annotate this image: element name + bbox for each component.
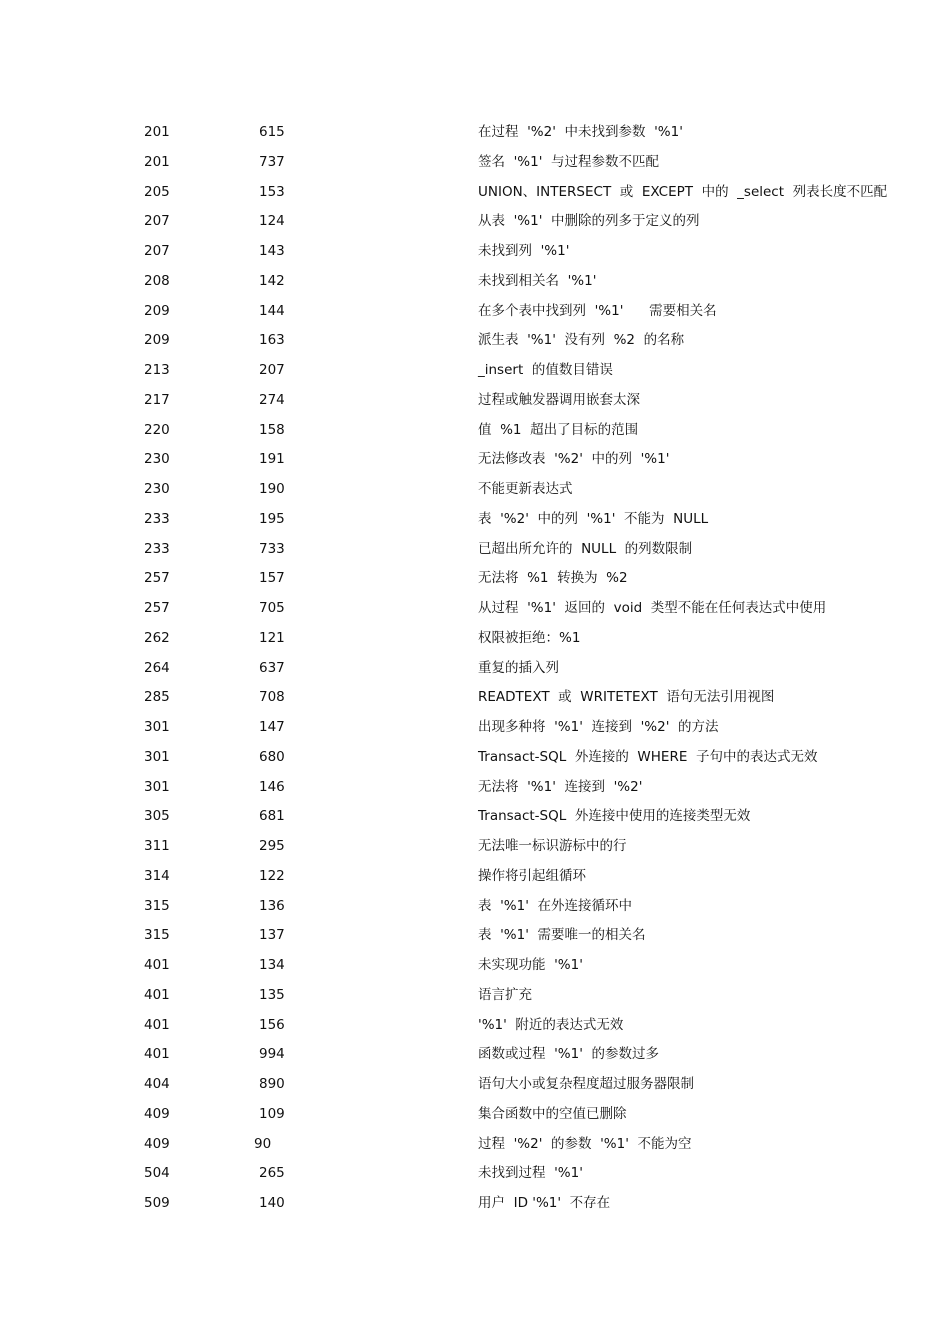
table-row <box>0 1011 950 1041</box>
sql-code: 230 <box>144 481 170 497</box>
sql-code: 301 <box>144 778 170 795</box>
table-row <box>0 445 950 475</box>
sql-code: 314 <box>144 867 170 884</box>
sql-state: 265 <box>259 1165 285 1182</box>
sql-code: 201 <box>144 124 170 140</box>
sql-state: 708 <box>259 689 285 706</box>
sql-code: 305 <box>144 808 170 825</box>
error-code-table <box>0 118 950 1249</box>
sql-code: 209 <box>144 332 170 349</box>
table-row <box>0 356 950 386</box>
table-row <box>0 178 950 208</box>
error-message: 无法唯一标识游标中的行 <box>478 838 627 854</box>
error-message: 未找到相关名 '%1' <box>478 272 597 289</box>
table-row <box>0 505 950 535</box>
error-message: 无法将 '%1' 连接到 '%2' <box>478 778 643 795</box>
error-message: 在过程 '%2' 中未找到参数 '%1' <box>478 124 683 140</box>
error-message: 无法修改表 '%2' 中的列 '%1' <box>478 451 670 468</box>
error-message: 操作将引起组循环 <box>478 867 586 884</box>
sql-state: 121 <box>259 629 285 646</box>
sql-state: 163 <box>259 332 285 349</box>
sql-state: 147 <box>259 719 285 735</box>
sql-state: 143 <box>259 243 285 259</box>
sql-code: 285 <box>144 689 170 706</box>
error-message: 表 '%1' 需要唯一的相关名 <box>478 927 646 944</box>
sql-state: 136 <box>259 897 285 914</box>
table-row <box>0 654 950 684</box>
table-row <box>0 267 950 297</box>
table-row <box>0 951 950 981</box>
table-row <box>0 207 950 237</box>
sql-state: 890 <box>259 1076 285 1092</box>
sql-state: 135 <box>259 986 285 1003</box>
table-row <box>0 892 950 922</box>
error-message: 用户 ID '%1' 不存在 <box>478 1195 611 1211</box>
sql-code: 409 <box>144 1105 170 1122</box>
sql-state: 207 <box>259 362 285 378</box>
error-message: 签名 '%1' 与过程参数不匹配 <box>478 153 660 170</box>
error-message: 出现多种将 '%1' 连接到 '%2' 的方法 <box>478 719 719 735</box>
sql-state: 195 <box>259 510 285 527</box>
sql-code: 217 <box>144 391 170 408</box>
sql-state: 681 <box>259 808 285 825</box>
table-row <box>0 297 950 327</box>
sql-code: 209 <box>144 302 170 319</box>
error-message: 集合函数中的空值已删除 <box>478 1105 627 1122</box>
error-message: 语言扩充 <box>478 986 532 1003</box>
table-row <box>0 118 950 148</box>
sql-code: 208 <box>144 272 170 289</box>
sql-code: 315 <box>144 897 170 914</box>
table-row <box>0 535 950 565</box>
table-row <box>0 1070 950 1100</box>
table-row <box>0 683 950 713</box>
table-row <box>0 1100 950 1130</box>
sql-code: 262 <box>144 629 170 646</box>
error-message: Transact-SQL 外连接中使用的连接类型无效 <box>478 808 751 825</box>
table-row <box>0 1040 950 1070</box>
error-message: 未找到列 '%1' <box>478 243 570 259</box>
error-message: 过程 '%2' 的参数 '%1' 不能为空 <box>478 1135 692 1152</box>
sql-code: 311 <box>144 838 170 854</box>
error-message: _insert 的值数目错误 <box>478 362 613 378</box>
sql-state: 157 <box>259 570 285 587</box>
sql-code: 213 <box>144 362 170 378</box>
sql-code: 404 <box>144 1076 170 1092</box>
table-row <box>0 564 950 594</box>
error-message: '%1' 附近的表达式无效 <box>478 1016 624 1033</box>
sql-code: 264 <box>144 659 170 676</box>
error-message: 已超出所允许的 NULL 的列数限制 <box>478 540 693 557</box>
sql-state: 737 <box>259 153 285 170</box>
table-row <box>0 921 950 951</box>
sql-code: 207 <box>144 243 170 259</box>
sql-state: 190 <box>259 481 285 497</box>
error-message: 语句大小或复杂程度超过服务器限制 <box>478 1076 694 1092</box>
table-row <box>0 1130 950 1160</box>
sql-code: 401 <box>144 986 170 1003</box>
sql-state: 637 <box>259 659 285 676</box>
sql-state: 156 <box>259 1016 285 1033</box>
table-row <box>0 981 950 1011</box>
error-message: 值 %1 超出了目标的范围 <box>478 421 639 438</box>
sql-code: 401 <box>144 957 170 973</box>
sql-state: 146 <box>259 778 285 795</box>
table-row <box>0 743 950 773</box>
sql-code: 205 <box>144 183 170 200</box>
sql-code: 409 <box>144 1135 170 1152</box>
table-row <box>0 862 950 892</box>
sql-code: 207 <box>144 213 170 230</box>
sql-code: 257 <box>144 570 170 587</box>
error-message: 表 '%1' 在外连接循环中 <box>478 897 633 914</box>
sql-state: 994 <box>259 1046 285 1063</box>
sql-state: 274 <box>259 391 285 408</box>
sql-state: 191 <box>259 451 285 468</box>
sql-code: 230 <box>144 451 170 468</box>
table-row <box>0 1219 950 1249</box>
sql-code: 301 <box>144 719 170 735</box>
table-row <box>0 713 950 743</box>
sql-code: 401 <box>144 1016 170 1033</box>
error-message: Transact-SQL 外连接的 WHERE 子句中的表达式无效 <box>478 748 818 765</box>
sql-state: 122 <box>259 867 285 884</box>
table-row <box>0 773 950 803</box>
error-message: 派生表 '%1' 没有列 %2 的名称 <box>478 332 685 349</box>
table-row <box>0 416 950 446</box>
sql-code: 220 <box>144 421 170 438</box>
sql-code: 233 <box>144 540 170 557</box>
error-message: 过程或触发器调用嵌套太深 <box>478 391 640 408</box>
sql-code: 233 <box>144 510 170 527</box>
error-message: 权限被拒绝：%1 <box>478 629 581 646</box>
sql-state: 90 <box>254 1135 272 1152</box>
table-row <box>0 624 950 654</box>
error-message: 未实现功能 '%1' <box>478 957 583 973</box>
sql-state: 109 <box>259 1105 285 1122</box>
table-row <box>0 832 950 862</box>
sql-state: 134 <box>259 957 285 973</box>
sql-state: 153 <box>259 183 285 200</box>
sql-state: 137 <box>259 927 285 944</box>
sql-state: 158 <box>259 421 285 438</box>
table-row <box>0 326 950 356</box>
table-row <box>0 148 950 178</box>
error-message: 无法将 %1 转换为 %2 <box>478 570 628 587</box>
table-row <box>0 475 950 505</box>
sql-code: 201 <box>144 153 170 170</box>
error-message: 从过程 '%1' 返回的 void 类型不能在任何表达式中使用 <box>478 600 827 616</box>
sql-state: 295 <box>259 838 285 854</box>
error-message: 从表 '%1' 中删除的列多于定义的列 <box>478 213 700 230</box>
table-row <box>0 802 950 832</box>
error-message: 在多个表中找到列 '%1' 需要相关名 <box>478 302 717 319</box>
error-message: 未找到过程 '%1' <box>478 1165 583 1182</box>
error-message: 重复的插入列 <box>478 659 559 676</box>
table-row <box>0 386 950 416</box>
table-row <box>0 594 950 624</box>
table-row <box>0 1189 950 1219</box>
error-message: 不能更新表达式 <box>478 481 573 497</box>
error-message: 函数或过程 '%1' 的参数过多 <box>478 1046 660 1063</box>
error-message: UNION、INTERSECT 或 EXCEPT 中的 _select 列表长度不匹配 <box>478 183 888 200</box>
sql-state: 140 <box>259 1195 285 1211</box>
sql-state: 142 <box>259 272 285 289</box>
sql-code: 504 <box>144 1165 170 1182</box>
sql-state: 705 <box>259 600 285 616</box>
table-row <box>0 237 950 267</box>
sql-state: 124 <box>259 213 285 230</box>
error-message: READTEXT 或 WRITETEXT 语句无法引用视图 <box>478 689 775 706</box>
sql-code: 301 <box>144 748 170 765</box>
error-message: 表 '%2' 中的列 '%1' 不能为 NULL <box>478 510 709 527</box>
sql-state: 144 <box>259 302 285 319</box>
sql-state: 733 <box>259 540 285 557</box>
sql-code: 257 <box>144 600 170 616</box>
table-row <box>0 1159 950 1189</box>
sql-code: 315 <box>144 927 170 944</box>
sql-code: 509 <box>144 1195 170 1211</box>
sql-state: 615 <box>259 124 285 140</box>
sql-state: 680 <box>259 748 285 765</box>
sql-code: 401 <box>144 1046 170 1063</box>
